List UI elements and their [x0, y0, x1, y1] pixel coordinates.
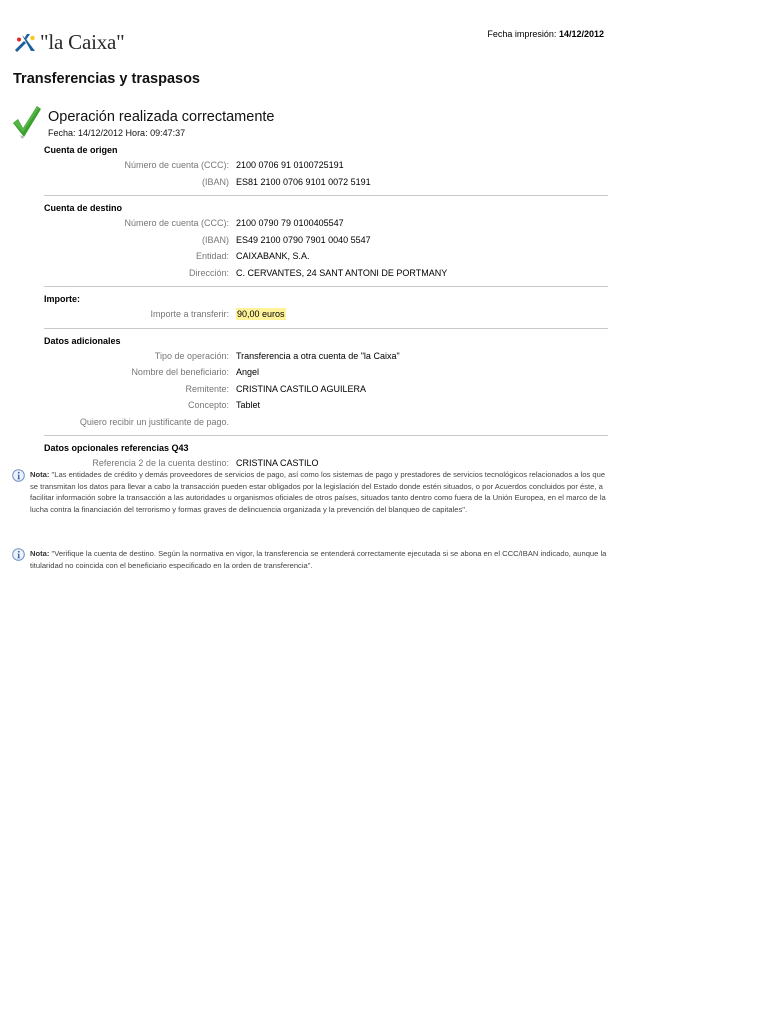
- row-value: 2100 0790 79 0100405547: [236, 218, 344, 229]
- note-label: Nota:: [30, 470, 50, 479]
- section-title: Datos opcionales referencias Q43: [44, 443, 189, 453]
- detail-row: [44, 397, 608, 414]
- destination-account-section: [44, 201, 608, 287]
- detail-row: [44, 265, 608, 282]
- print-date-label: Fecha impresión:: [487, 29, 557, 39]
- note-text-block: [30, 548, 608, 571]
- row-value: Angel: [236, 367, 260, 378]
- row-value: ES49 2100 0790 7901 0040 5547: [236, 234, 371, 245]
- info-icon: [12, 469, 25, 482]
- receipt-label: Quiero recibir un justificante de pago.: [79, 416, 229, 427]
- note-data-privacy: [12, 469, 608, 515]
- note-text: "Verifique la cuenta de destino. Según la normativa en vigor, la transferencia se entenderá correctamente ejecutada si se abona en el CCC/IBAN indicado, aunque la titularidad no coincida con el beneficiario especificado en la orden de transferencia".: [30, 549, 607, 570]
- section-title: Cuenta de origen: [44, 145, 118, 155]
- detail-row: [44, 174, 608, 191]
- success-message: Operación realizada correctamente: [48, 109, 275, 125]
- origin-account-section: [44, 143, 608, 196]
- row-label: Tipo de operación:: [154, 350, 229, 361]
- row-value: Tablet: [236, 400, 261, 411]
- detail-row: [44, 381, 608, 398]
- section-title: Importe:: [44, 294, 80, 304]
- detail-row: [44, 157, 608, 174]
- row-value: ES81 2100 0706 9101 0072 5191: [236, 176, 371, 187]
- row-label: Concepto:: [187, 400, 229, 411]
- row-label: Número de cuenta (CCC):: [124, 160, 229, 171]
- additional-data-section: [44, 334, 608, 437]
- page-title: Transferencias y traspasos: [13, 71, 200, 87]
- section-title: Cuenta de destino: [44, 203, 123, 213]
- row-label: Referencia 2 de la cuenta destino:: [92, 458, 229, 469]
- detail-row: [44, 348, 608, 365]
- detail-row: [44, 215, 608, 232]
- print-date: [487, 29, 604, 39]
- caixa-logo: [14, 30, 125, 55]
- row-value: 2100 0706 91 0100725191: [236, 160, 344, 171]
- note-label: Nota:: [30, 549, 50, 558]
- section-title: Datos adicionales: [44, 335, 121, 346]
- amount-value: 90,00 euros: [237, 309, 285, 320]
- row-label: Dirección:: [188, 267, 229, 278]
- row-value: CRISTINA CASTILO AGUILERA: [236, 383, 367, 394]
- row-label: Remitente:: [185, 383, 229, 394]
- print-date-value: 14/12/2012: [558, 29, 604, 39]
- row-label: Entidad:: [195, 251, 229, 262]
- note-text: "Las entidades de crédito y demás proveedores de servicios de pago, así como los sistemas de pago y prestadores de servicios tecnológicos relacionados a los que se transmitan los datos para llevar a cabo la transacción pueden estar obligados por la legislación del Estado donde estén situados, o por Acuerdos concluidos por éste, a facilitar información sobre la transacción a las autoridades u organismos oficiales de otros países, situados tanto dentro como fuera de la Unión Europea, en el marco de la lucha contra la financiación del terrorismo y formas graves de delincuencia organizada y la prevención del blanqueo de capitales".: [30, 470, 606, 514]
- transfer-details: [44, 143, 608, 482]
- detail-row: [44, 248, 608, 265]
- detail-row: [44, 364, 608, 381]
- operation-datetime: Fecha: 14/12/2012 Hora: 09:47:37: [48, 128, 186, 138]
- row-value: CAIXABANK, S.A.: [236, 251, 310, 262]
- star-logo-icon: [14, 33, 36, 53]
- row-label: Importe a transferir:: [150, 309, 229, 320]
- note-verify-account: [12, 548, 608, 571]
- amount-section: [44, 292, 608, 329]
- row-label: Nombre del beneficiario:: [131, 367, 229, 378]
- row-value: CRISTINA CASTILO: [236, 458, 319, 469]
- row-label: (IBAN): [202, 176, 229, 187]
- logo-text: "la Caixa": [40, 30, 125, 54]
- check-icon: [12, 104, 42, 140]
- receipt-row: [44, 414, 608, 431]
- row-label: (IBAN): [202, 234, 229, 245]
- row-value: C. CERVANTES, 24 SANT ANTONI DE PORTMANY: [236, 267, 448, 278]
- row-value: Transferencia a otra cuenta de "la Caixa": [236, 350, 400, 361]
- detail-row: [44, 232, 608, 249]
- row-label: Número de cuenta (CCC):: [124, 218, 229, 229]
- note-text-block: [30, 469, 608, 515]
- info-icon: [12, 548, 25, 561]
- detail-row: [44, 306, 608, 323]
